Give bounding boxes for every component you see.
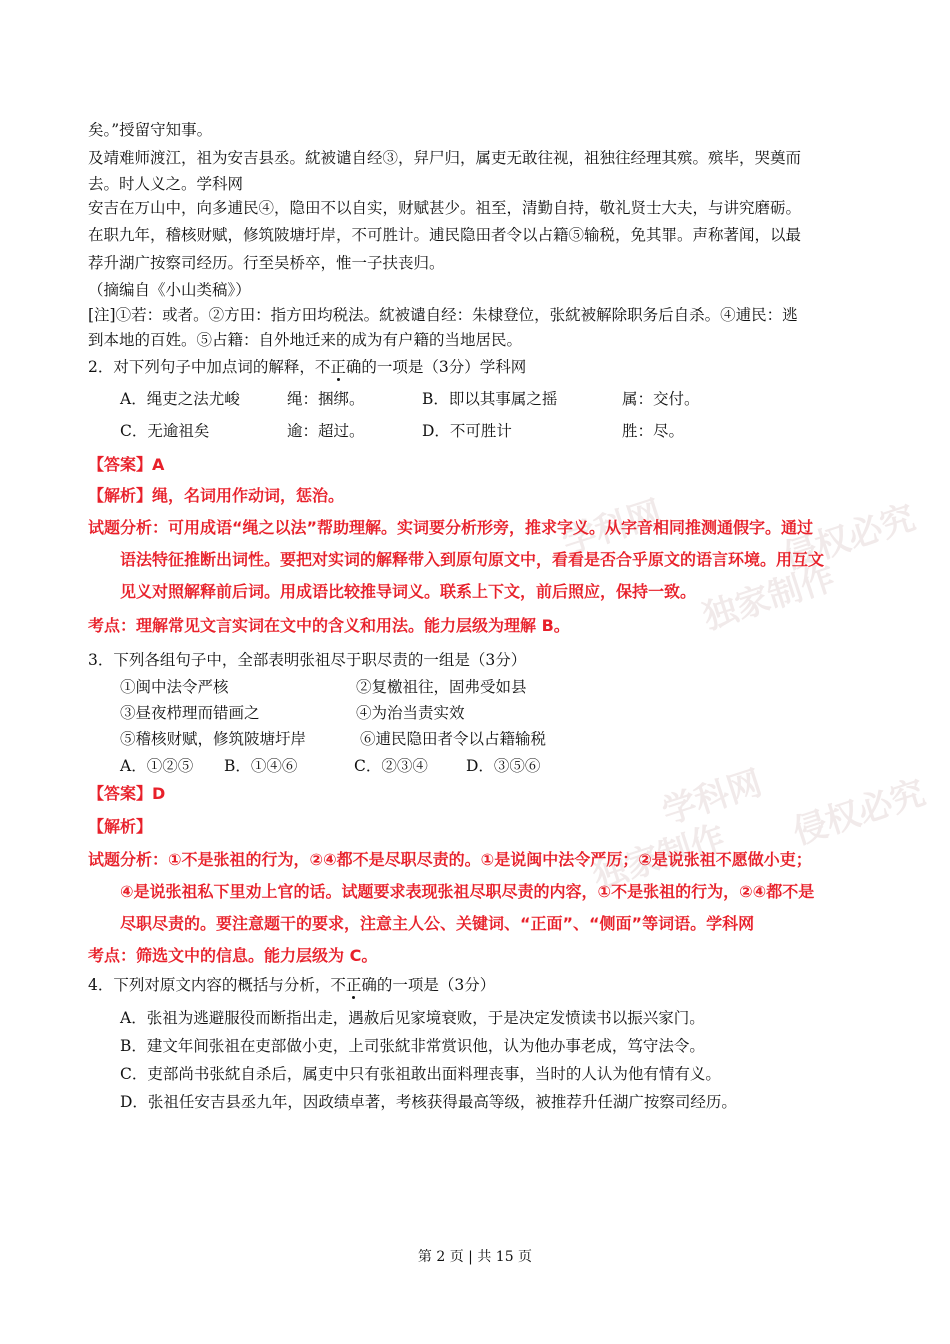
stem-text: 4．下列对原文内容的概括与分析， <box>88 976 331 994</box>
stem-text: 的一项是（3分）学科网 <box>361 358 527 376</box>
option-d: D．张祖任安吉县丞九年，因政绩卓著，考核获得最高等级，被推荐升任湖广按察司经历。 <box>120 1093 737 1111</box>
answer-label: 【答案】A <box>88 455 165 474</box>
emphasis-dotted-text: 不正确 <box>330 976 377 994</box>
knowledge-point: 考点：理解常见文言实词在文中的含义和用法。能力层级为理解 B。 <box>88 616 570 635</box>
analysis-detail: 语法特征推断出词性。要把对实词的解释带入到原句原文中，看看是否合乎原文的语言环境。用互文 <box>120 550 825 569</box>
option-c-gloss: 逾：超过。 <box>287 422 365 440</box>
emphasis-dotted-text: 不正确 <box>314 358 362 376</box>
option-b: B．建文年间张祖在吏部做小吏，上司张紞非常赏识他，认为他办事老成，笃守法令。 <box>120 1037 705 1055</box>
answer-label: 【答案】D <box>88 784 166 803</box>
passage-note: 到本地的百姓。⑤占籍：自外地迁来的成为有户籍的当地居民。 <box>88 331 523 349</box>
analysis-detail: ④是说张祖私下里劝上官的话。试题要求表现张祖尽职尽责的内容，①不是张祖的行为，②④都不是 <box>120 882 815 901</box>
option-c: C．吏部尚书张紞自杀后，属吏中只有张祖敢出面料理丧事，当时的人认为他有情有义。 <box>120 1065 721 1083</box>
page-footer: 第 2 页 | 共 15 页 <box>417 1249 533 1265</box>
option-d: D．③⑤⑥ <box>466 757 541 775</box>
watermark-text: 独家制作 <box>698 557 840 638</box>
analysis-detail: 试题分析：可用成语“绳之以法”帮助理解。实词要分析形旁，推求字义。从字音相同推测通假字。通过 <box>88 518 814 537</box>
watermark-logo: 学科网 <box>657 763 767 833</box>
question-3-stem: 3．下列各组句子中，全部表明张祖尽于职尽责的一组是（3分） <box>88 651 527 669</box>
sentence-item: ②复檄祖往，固弗受如县 <box>356 678 527 696</box>
option-c: C．无逾祖矣 <box>120 422 210 440</box>
stem-text: 的一项是（3分） <box>376 976 496 994</box>
passage-source: （摘编自《小山类稿》） <box>88 281 251 299</box>
option-b: B．即以其事属之摇 <box>422 390 558 408</box>
question-2-stem <box>88 357 526 377</box>
option-c: C．②③④ <box>354 757 428 775</box>
watermark-logo: 学科网 <box>557 493 667 563</box>
passage-line: 在职九年，稽核财赋，修筑陂塘圩岸，不可胜计。逋民隐田者令以占籍⑤输税，免其罪。声称著闻，以最 <box>88 226 802 244</box>
passage-line: 及靖难师渡江，祖为安吉县丞。紞被谴自经③，舁尸归，属吏无敢往视，祖独往经理其殡。殡毕，哭奠而 <box>88 149 802 167</box>
analysis-detail: 试题分析：①不是张祖的行为，②④都不是尽职尽责的。①是说闽中法令严厉；②是说张祖不愿做小吏； <box>88 850 812 869</box>
sentence-item: ①闽中法令严核 <box>120 678 229 696</box>
analysis-label: 【解析】 <box>88 817 153 836</box>
analysis-detail: 尽职尽责的。要注意题干的要求，注意主人公、关键词、“正面”、“侧面”等词语。学科网 <box>120 914 755 933</box>
option-a: A．①②⑤ <box>120 757 194 775</box>
passage-line: 荐升湖广按察司经历。行至吴桥卒，惟一子扶丧归。 <box>88 254 445 272</box>
question-4-stem <box>88 975 495 995</box>
option-a: A．绳吏之法尤峻 <box>120 390 240 408</box>
sentence-item: ⑤稽核财赋，修筑陂塘圩岸 <box>120 730 307 748</box>
option-b-gloss: 属：交付。 <box>622 390 700 408</box>
passage-line: 去。时人义之。学科网 <box>88 175 244 193</box>
option-a-gloss: 绳：捆绑。 <box>287 390 365 408</box>
analysis-detail: 见义对照解释前后词。用成语比较推导词义。联系上下文，前后照应，保持一致。 <box>120 582 697 601</box>
sentence-item: ⑥逋民隐田者令以占籍输税 <box>360 730 547 748</box>
watermark-text: 侵权必究 <box>788 772 930 853</box>
option-b: B．①④⑥ <box>224 757 298 775</box>
passage-line: 安吉在万山中，向多逋民④，隐田不以自实，财赋甚少。祖至，清勤自持，敬礼贤士大夫，与讲究磨砺。 <box>88 199 802 217</box>
option-d: D．不可胜计 <box>422 422 512 440</box>
passage-note: [注]①若：或者。②方田：指方田均税法。紞被谴自经：朱棣登位，张紞被解除职务后自杀。④逋民：逃 <box>88 306 798 324</box>
sentence-item: ④为治当责实效 <box>356 704 465 722</box>
watermark-text: 侵权必究 <box>778 497 920 578</box>
passage-line: 矣。”授留守知事。 <box>88 121 213 139</box>
knowledge-point: 考点：筛选文中的信息。能力层级为 C。 <box>88 946 378 965</box>
analysis-label: 【解析】绳，名词用作动词，惩治。 <box>88 486 345 505</box>
stem-text: 2．对下列句子中加点词的解释， <box>88 358 315 376</box>
option-a: A．张祖为逃避服役而断指出走，遇赦后见家境衰败，于是决定发愤读书以振兴家门。 <box>120 1009 705 1027</box>
sentence-item: ③昼夜栉理而错画之 <box>120 704 260 722</box>
option-d-gloss: 胜：尽。 <box>622 422 685 440</box>
watermark-text: 独家制作 <box>588 817 730 898</box>
